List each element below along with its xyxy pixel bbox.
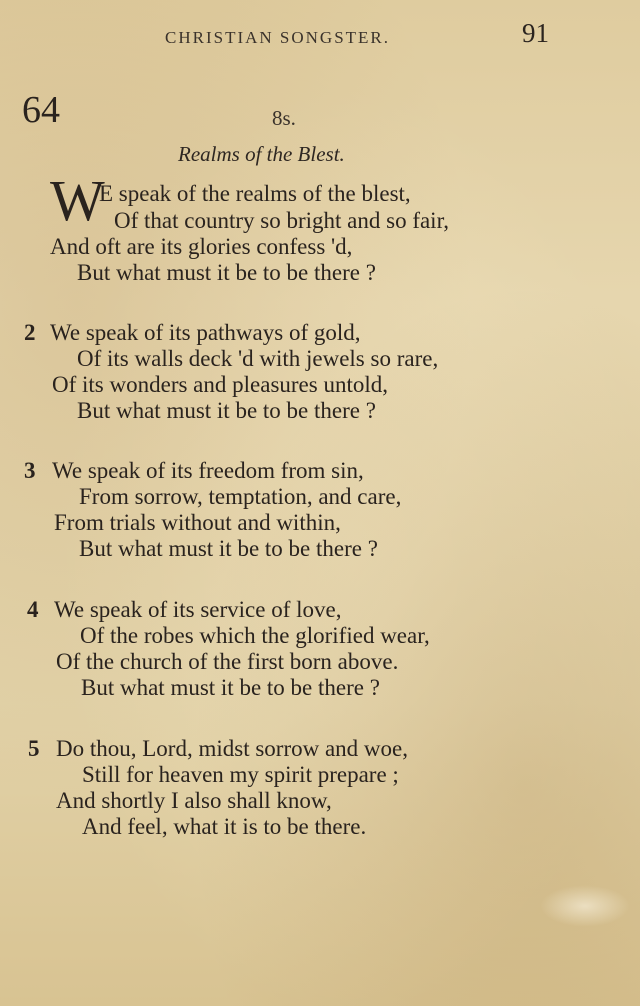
hymn-meter: 8s.: [272, 106, 296, 130]
verse-line: We speak of its pathways of gold,: [50, 320, 361, 345]
verse-line: We speak of its freedom from sin,: [52, 458, 364, 483]
verse-line: We speak of its service of love,: [54, 597, 342, 622]
verse-line: E speak of the realms of the blest,: [99, 181, 411, 206]
paper-stain: [540, 885, 630, 927]
verse-number: 3: [24, 458, 36, 483]
verse-line: Of the church of the first born above.: [56, 649, 399, 674]
verse-line: Do thou, Lord, midst sorrow and woe,: [56, 736, 408, 761]
verse-line: And feel, what it is to be there.: [82, 814, 367, 839]
verse-number: 5: [28, 736, 40, 761]
verse-line: But what must it be to be there ?: [77, 260, 376, 285]
verse-line: From trials without and within,: [54, 510, 341, 535]
verse-line: Of that country so bright and so fair,: [114, 208, 450, 233]
verse-number: 2: [24, 320, 36, 345]
drop-cap: W: [50, 168, 105, 233]
verse-line: And oft are its glories confess 'd,: [50, 234, 353, 259]
verse-line: Of its walls deck 'd with jewels so rare,: [77, 346, 439, 371]
verse-number: 4: [27, 597, 39, 622]
verse-line: Of its wonders and pleasures untold,: [52, 372, 388, 397]
running-title: CHRISTIAN SONGSTER.: [165, 28, 391, 47]
page-number: 91: [522, 18, 549, 48]
verse-line: Of the robes which the glorified wear,: [80, 623, 430, 648]
hymn-title: Realms of the Blest.: [178, 142, 345, 166]
verse-line: But what must it be to be there ?: [77, 398, 376, 423]
hymn-number: 64: [22, 89, 60, 131]
verse-line: But what must it be to be there ?: [81, 675, 380, 700]
verse-line: From sorrow, temptation, and care,: [79, 484, 402, 509]
verse-line: Still for heaven my spirit prepare ;: [82, 762, 399, 787]
verse-line: And shortly I also shall know,: [56, 788, 332, 813]
verse-line: But what must it be to be there ?: [79, 536, 378, 561]
